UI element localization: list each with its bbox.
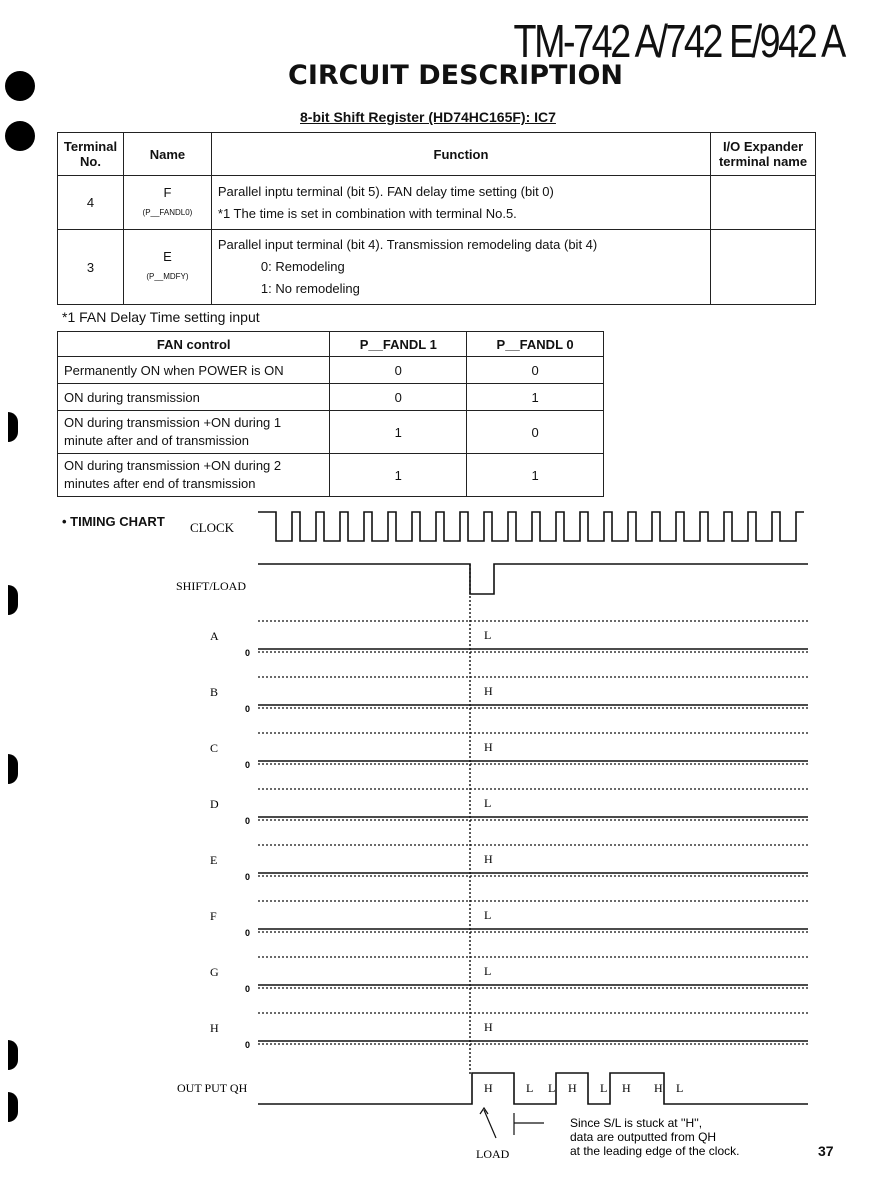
name-sub: (P__MDFY) bbox=[146, 272, 189, 281]
zero-label: 0 bbox=[245, 816, 251, 826]
input-label: G bbox=[210, 965, 219, 979]
function-line: *1 The time is set in combination with terminal No.5. bbox=[217, 205, 517, 221]
col-header: I/O Expander terminal name bbox=[711, 133, 816, 176]
fan-value: 1 bbox=[467, 384, 604, 411]
fan-label: Permanently ON when POWER is ON bbox=[58, 357, 330, 384]
shift-load-waveform bbox=[258, 564, 808, 594]
load-label: LOAD bbox=[476, 1147, 510, 1161]
col-header: P__FANDL 0 bbox=[467, 332, 604, 357]
timing-heading: • TIMING CHART bbox=[62, 514, 165, 529]
annotation-line: Since S/L is stuck at ''H'', bbox=[570, 1116, 703, 1130]
name-value: F bbox=[163, 184, 172, 200]
fan-value: 0 bbox=[467, 357, 604, 384]
function-line: Parallel inptu terminal (bit 5). FAN delay time setting (bit 0) bbox=[217, 183, 554, 199]
col-header: P__FANDL 1 bbox=[330, 332, 467, 357]
input-value: H bbox=[484, 852, 493, 866]
fan-value: 0 bbox=[330, 357, 467, 384]
model-number: TM-742 A/742 E/942 A bbox=[513, 15, 844, 67]
zero-label: 0 bbox=[245, 760, 251, 770]
output-value: H bbox=[484, 1081, 493, 1095]
output-value: L bbox=[676, 1081, 684, 1095]
input-value: H bbox=[484, 1020, 493, 1034]
output-value: H bbox=[654, 1081, 663, 1095]
function-line: Parallel input terminal (bit 4). Transmission remodeling data (bit 4) bbox=[217, 237, 598, 252]
name-sub: (P__FANDL0) bbox=[142, 207, 193, 217]
output-value: L bbox=[600, 1081, 608, 1095]
input-value: L bbox=[484, 628, 492, 642]
footnote: *1 FAN Delay Time setting input bbox=[62, 309, 260, 325]
fan-label: ON during transmission +ON during 1 minute after and of transmission bbox=[58, 411, 330, 454]
fan-value: 0 bbox=[330, 384, 467, 411]
section-subtitle: 8-bit Shift Register (HD74HC165F): IC7 bbox=[300, 109, 556, 125]
zero-label: 0 bbox=[245, 984, 251, 994]
input-label: F bbox=[210, 909, 217, 923]
input-value: H bbox=[484, 740, 493, 754]
clock-label: CLOCK bbox=[190, 520, 235, 535]
page-number: 37 bbox=[818, 1143, 834, 1159]
col-header: Function bbox=[211, 133, 710, 176]
input-label: A bbox=[210, 629, 219, 643]
col-header: Terminal No. bbox=[58, 133, 124, 176]
fan-value: 0 bbox=[467, 411, 604, 454]
zero-label: 0 bbox=[245, 648, 251, 658]
input-value: H bbox=[484, 684, 493, 698]
fan-value: 1 bbox=[330, 411, 467, 454]
fan-value: 1 bbox=[330, 454, 467, 497]
input-label: E bbox=[210, 853, 218, 867]
function-line: 0: Remodeling bbox=[260, 259, 345, 274]
output-value: H bbox=[622, 1081, 631, 1095]
terminal-no: 4 bbox=[58, 176, 124, 230]
col-header: Name bbox=[123, 133, 211, 176]
zero-label: 0 bbox=[245, 704, 251, 714]
input-value: L bbox=[484, 964, 492, 978]
annotation-line: data are outputted from QH bbox=[570, 1130, 717, 1144]
annotation-line: at the leading edge of the clock. bbox=[570, 1144, 740, 1158]
output-value: L bbox=[548, 1081, 556, 1095]
input-label: D bbox=[210, 797, 219, 811]
fan-label: ON during transmission bbox=[58, 384, 330, 411]
shift-load-label: SHIFT/LOAD bbox=[176, 579, 247, 593]
input-label: B bbox=[210, 685, 219, 699]
zero-label: 0 bbox=[245, 872, 251, 882]
output-value: H bbox=[568, 1081, 577, 1095]
output-label: OUT PUT QH bbox=[177, 1081, 248, 1095]
fan-label: ON during transmission +ON during 2 minutes after end of transmission bbox=[58, 454, 330, 497]
load-arrow bbox=[484, 1110, 496, 1138]
fan-value: 1 bbox=[467, 454, 604, 497]
input-label: C bbox=[210, 741, 219, 755]
page-title: CIRCUIT DESCRIPTION bbox=[288, 60, 624, 91]
output-value: L bbox=[526, 1081, 534, 1095]
input-value: L bbox=[484, 796, 492, 810]
col-header: FAN control bbox=[58, 332, 330, 357]
zero-label: 0 bbox=[245, 1040, 251, 1050]
input-label: H bbox=[210, 1021, 219, 1035]
zero-label: 0 bbox=[245, 928, 251, 938]
clock-waveform bbox=[258, 512, 804, 541]
input-value: L bbox=[484, 908, 492, 922]
terminal-no: 3 bbox=[58, 230, 124, 305]
name-value: E bbox=[163, 249, 172, 264]
function-line: 1: No remodeling bbox=[260, 281, 360, 296]
